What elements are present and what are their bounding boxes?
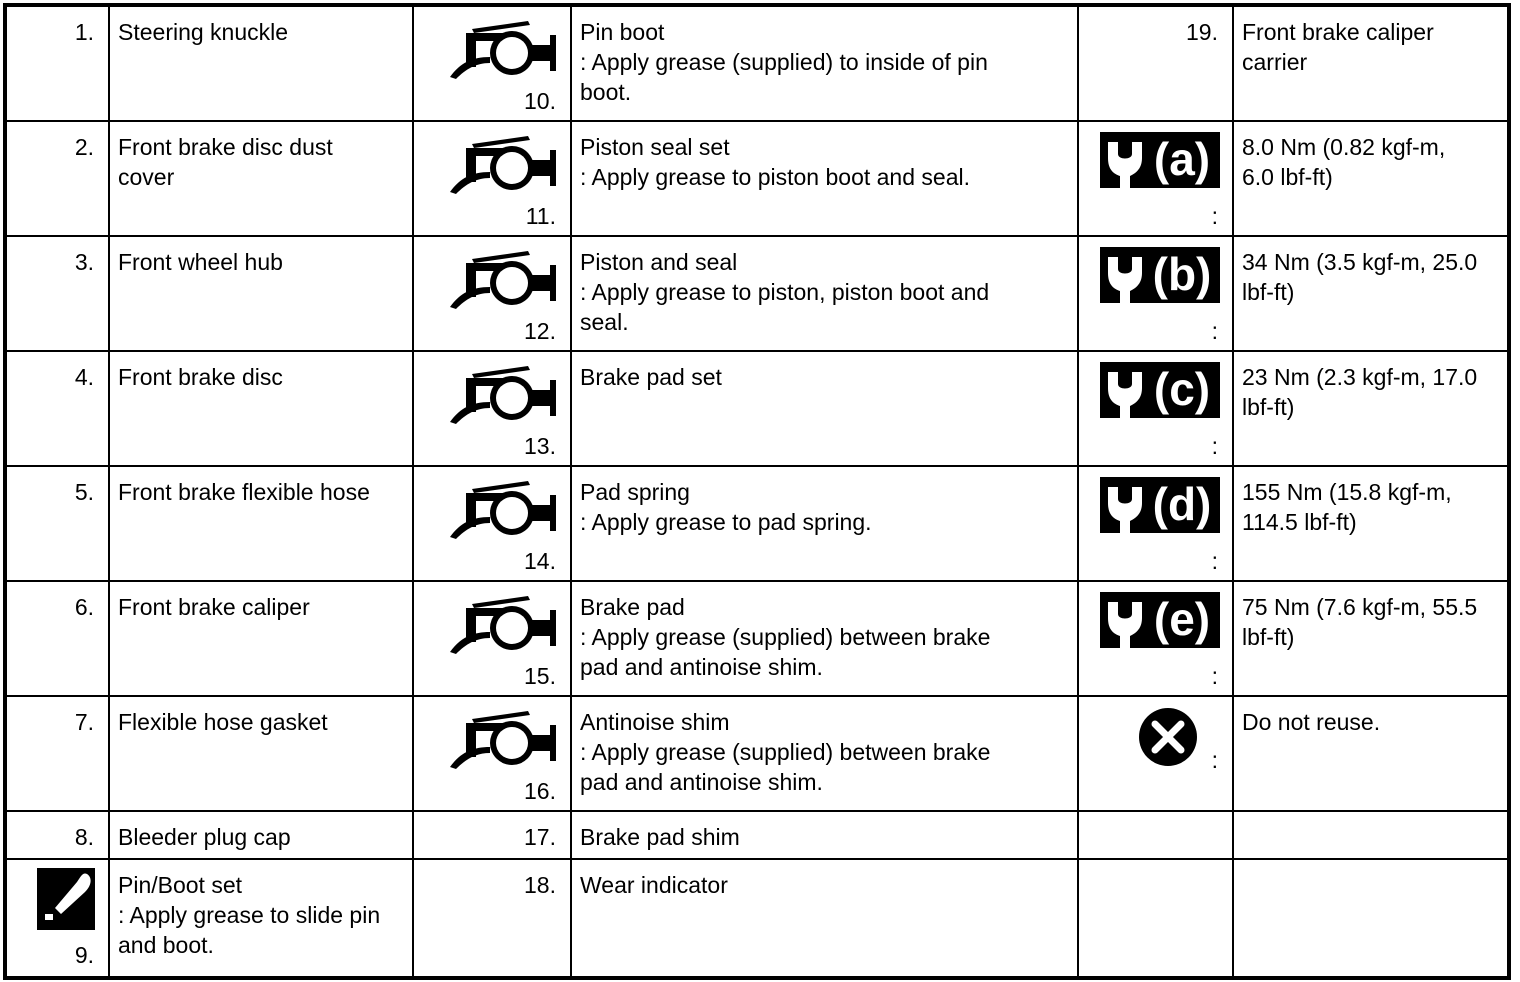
item-number-cell [413,859,571,977]
item-description-line: 34 Nm (3.5 kgf-m, 25.0 [1242,249,1478,275]
grease-icon [450,251,558,311]
legend-row [6,696,1508,811]
item-number: 16. [524,778,556,804]
item-number-cell [6,696,109,811]
item-description-line: : Apply grease to piston, piston boot and [580,279,990,305]
legend-row [6,811,1508,859]
item-number-cell [6,236,109,351]
item-description [109,811,413,859]
item-description-line: 75 Nm (7.6 kgf-m, 55.5 [1242,594,1478,620]
grease-icon [450,711,558,771]
item-description [1233,696,1508,811]
grease-icon [450,481,558,541]
item-number-cell [6,859,109,977]
item-number: 11. [525,203,556,229]
item-number: 2. [74,134,94,160]
item-description [1233,351,1508,466]
item-number: 6. [74,594,94,620]
item-description-line: pad and antinoise shim. [580,769,823,795]
grease-icon [450,366,558,426]
item-description [571,351,1078,466]
item-number: 1. [74,19,94,45]
item-number-cell [413,236,571,351]
legend-row [6,466,1508,581]
item-description-line: Front brake caliper [118,594,310,620]
item-description-line: 23 Nm (2.3 kgf-m, 17.0 [1242,364,1478,390]
item-description-line: Brake pad [580,594,685,620]
torque-letter: (b) [1152,248,1212,300]
item-number-cell [413,121,571,236]
grease-icon [450,21,558,81]
item-description [571,859,1078,977]
item-description-line: 6.0 lbf-ft) [1242,164,1333,190]
symbol-cell [1078,121,1233,236]
item-description [109,351,413,466]
grease-icon [450,136,558,196]
item-number: 12. [524,318,556,344]
item-number: 18. [524,872,556,898]
item-description [109,466,413,581]
torque-icon [1100,132,1220,188]
item-description [571,6,1078,121]
item-description-line: 8.0 Nm (0.82 kgf-m, [1242,134,1446,160]
symbol-colon: : [1211,318,1218,344]
item-number-cell [6,351,109,466]
item-description-line: and boot. [118,932,214,958]
item-number: 4. [74,364,94,390]
legend-row [6,581,1508,696]
torque-icon [1100,477,1220,533]
legend-row [6,236,1508,351]
item-description-line: Pin/Boot set [118,872,243,898]
legend-row [6,6,1508,121]
item-number: 8. [74,824,94,850]
item-description [571,696,1078,811]
item-number: 3. [74,249,94,275]
legend-body [6,6,1508,977]
item-number-cell [6,581,109,696]
symbol-cell [1078,696,1233,811]
torque-icon [1100,592,1220,648]
item-description-line: Steering knuckle [118,19,289,45]
item-number: 17. [524,824,556,850]
item-description [1233,121,1508,236]
item-description-line: Wear indicator [580,872,728,898]
symbol-cell [1078,236,1233,351]
item-number-cell [413,466,571,581]
item-description-line: Do not reuse. [1242,709,1381,735]
symbol-colon: : [1211,203,1218,229]
symbol-cell [1078,466,1233,581]
item-description [571,581,1078,696]
item-description-line: Flexible hose gasket [118,709,328,735]
legend-row [6,351,1508,466]
item-description [1233,6,1508,121]
item-description-line: : Apply grease (supplied) between brake [580,624,991,650]
legend-row [6,121,1508,236]
item-number-cell [6,121,109,236]
item-number-cell [413,811,571,859]
item-number: 14. [524,548,556,574]
item-description-line: 114.5 lbf-ft) [1242,509,1357,535]
item-description [571,811,1078,859]
item-description [109,121,413,236]
item-number: 9. [74,942,94,968]
item-description-line: 155 Nm (15.8 kgf-m, [1242,479,1452,505]
symbol-colon: : [1211,433,1218,459]
torque-icon [1100,362,1220,418]
item-number: 7. [74,709,94,735]
item-number-cell [1078,6,1233,121]
item-description-line: Pad spring [580,479,690,505]
item-description-line: pad and antinoise shim. [580,654,823,680]
item-description [109,6,413,121]
symbol-cell [1078,351,1233,466]
item-description-line: Brake pad set [580,364,722,390]
item-number: 5. [74,479,94,505]
item-description-line: Front brake flexible hose [118,479,370,505]
symbol-colon: : [1211,548,1218,574]
item-number: 19. [1186,19,1218,45]
item-description-line: Front wheel hub [118,249,283,275]
item-description [1233,859,1508,977]
item-description-line: : Apply grease to piston boot and seal. [580,164,970,190]
item-number-cell [413,6,571,121]
torque-letter: (d) [1152,478,1212,530]
item-description-line: lbf-ft) [1242,624,1295,650]
item-description [109,696,413,811]
item-description [1233,466,1508,581]
item-description-line: Piston seal set [580,134,730,160]
item-description-line: Pin boot [580,19,665,45]
item-number-cell [6,466,109,581]
item-description-line: : Apply grease (supplied) to inside of pin [580,49,988,75]
torque-icon [1100,247,1220,303]
grease-icon [450,596,558,656]
item-description-line: Front brake disc dust [118,134,333,160]
item-description [109,236,413,351]
item-description-line: lbf-ft) [1242,394,1295,420]
symbol-colon: : [1211,663,1218,689]
item-description-line: Brake pad shim [580,824,740,850]
item-description-line: Front brake caliper [1242,19,1434,45]
legend-row [6,859,1508,977]
item-description-line: Piston and seal [580,249,738,275]
torque-letter: (a) [1153,133,1211,185]
item-number-cell [413,351,571,466]
item-number-cell [6,811,109,859]
item-description-line: Front brake disc [118,364,283,390]
item-description-line: cover [118,164,175,190]
item-description [109,581,413,696]
item-number-cell [413,581,571,696]
torque-letter: (c) [1153,363,1211,415]
item-number: 15. [524,663,556,689]
torque-letter: (e) [1153,593,1211,645]
item-description-line: : Apply grease (supplied) between brake [580,739,991,765]
item-description-line: lbf-ft) [1242,279,1295,305]
item-description-line: Bleeder plug cap [118,824,291,850]
item-description [571,466,1078,581]
item-description-line: boot. [580,79,632,105]
item-description [1233,581,1508,696]
item-description [571,236,1078,351]
parts-legend-table [5,5,1509,978]
item-description [109,859,413,977]
empty-cell [1078,811,1233,859]
empty-cell [1078,859,1233,977]
item-number-cell [413,696,571,811]
item-description [1233,236,1508,351]
item-description-line: : Apply grease to slide pin [118,902,381,928]
item-number: 10. [524,88,556,114]
item-description [1233,811,1508,859]
symbol-cell [1078,581,1233,696]
do-not-reuse-icon [1138,707,1198,767]
item-description-line: : Apply grease to pad spring. [580,509,872,535]
pin-grease-icon [37,868,95,930]
item-number-cell [6,6,109,121]
item-number: 13. [524,433,556,459]
item-description-line: seal. [580,309,629,335]
symbol-colon: : [1211,747,1218,773]
item-description [571,121,1078,236]
item-description-line: Antinoise shim [580,709,730,735]
item-description-line: carrier [1242,49,1308,75]
